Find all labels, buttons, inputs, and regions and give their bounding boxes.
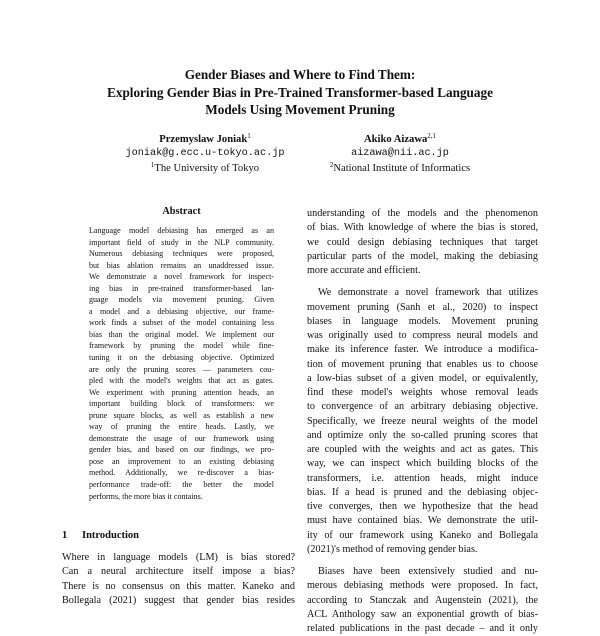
text-line: to convergence of an arbitrary debiasing objective. <box>307 401 538 413</box>
text-line: make its inference faster. We introduce a modifica- <box>307 344 538 356</box>
author-block-2 <box>290 133 510 176</box>
text-line: ACL Anthology saw an exponential growth of bias- <box>307 608 538 620</box>
abstract <box>89 205 274 502</box>
text-line: ing bias in pre-trained transformer-based lan- <box>89 283 274 293</box>
author-email: aizawa@nii.ac.jp <box>351 148 449 160</box>
text-line: particular parts of the model, making the debiasing <box>307 250 538 262</box>
text-line: movement pruning (Sanh et al., 2020) to inspect <box>307 301 538 313</box>
author-email: joniak@g.ecc.u-tokyo.ac.jp <box>125 148 285 160</box>
text-line: We demonstrate a novel framework that utilizes <box>318 287 538 299</box>
affiliation-superscript: 1 <box>150 160 155 169</box>
text-line: biases in language models. Movement pruning <box>307 315 538 327</box>
text-line: pose an improvement to an existing debiasing <box>89 456 274 466</box>
text-line: Biases have been extensively studied and nu- <box>318 566 538 577</box>
text-line: framework by pruning the model while fine- <box>89 341 274 351</box>
text-line: find these model's weights whose removal leads <box>307 387 538 398</box>
text-line: bias. If a head is pruned and the debiasing objec- <box>307 486 538 498</box>
text-line: gender bias, and based on our findings, we pro- <box>89 445 274 455</box>
affiliation-superscript: 2 <box>329 160 334 169</box>
text-line: performance trade-off: the better the model <box>89 480 274 490</box>
abstract-body <box>89 225 274 502</box>
text-line: according to Stanczak and Augenstein (2021), the <box>307 594 538 606</box>
text-line: bias than the original model. We implement our <box>89 329 274 339</box>
text-line: and optimize only the so-called pruning scores that <box>307 429 538 441</box>
text-line: (2021)'s method of removing gender bias. <box>307 543 478 555</box>
author-block-1 <box>95 133 315 176</box>
text-line: Numerous debiasing techniques were proposed, <box>89 249 274 259</box>
text-line: We experiment with pruning attention heads, an <box>89 387 274 397</box>
author-name: Akiko Aizawa <box>363 134 428 145</box>
text-line: related publications in the past decade – and it only <box>307 623 538 634</box>
text-line: guage models via movement pruning. Given <box>89 295 274 305</box>
text-line: understanding of the models and the phenomenon <box>307 208 538 219</box>
text-line: performs, the more bias it contains. <box>89 491 203 501</box>
text-line: must have contained bias. We demonstrate the util- <box>307 515 538 527</box>
text-line: tion of movement pruning that enables us to choose <box>307 358 538 370</box>
text-line: prune square blocks, as well as establish a new <box>89 410 274 420</box>
text-line: tuning it on the debiasing objective. Optimized <box>89 353 274 363</box>
text-line: Where in language models (LM) is bias stored? <box>62 552 295 563</box>
author-name: Przemyslaw Joniak <box>159 134 248 145</box>
abstract-heading: Abstract <box>162 206 201 217</box>
text-line: Language model debiasing has emerged as an <box>89 226 274 235</box>
text-line: work finds a subset of the model containing less <box>89 318 274 328</box>
text-line: demonstrate the usage of our framework using <box>89 433 274 443</box>
text-line: tive converges, then we hypothesize that the head <box>307 501 538 512</box>
text-line: way of pruning the entire heads. Lastly, we <box>89 422 274 432</box>
text-line: more accurate and efficient. <box>307 265 421 276</box>
text-line: transformers, i.e. attention heads, might induce <box>307 472 538 484</box>
text-line: was originally used to compress neural models and <box>307 330 538 341</box>
affiliation-text: The University of Tokyo <box>154 162 260 174</box>
text-line: of bias. With knowledge of where the bias is stored, <box>307 222 538 234</box>
paper-title <box>60 66 540 119</box>
author-superscript: 1 <box>247 132 251 140</box>
author-superscript: 2,1 <box>427 132 437 140</box>
text-line: important building block of transformers: we <box>89 399 274 409</box>
text-line: important field of study in the NLP community. <box>89 237 274 247</box>
text-line: a model and a debiasing objective, our frame- <box>89 306 274 316</box>
text-line: way, we can inspect which building blocks of the <box>307 458 538 470</box>
title-line: Exploring Gender Bias in Pre-Trained Transformer-based Language <box>107 84 493 100</box>
section-number: 1 <box>62 530 68 541</box>
text-line: we could design debiasing techniques that target <box>307 236 538 248</box>
affiliation-text: National Institute of Informatics <box>333 162 471 174</box>
text-line: Can a neural architecture itself impose a bias? <box>62 566 295 578</box>
text-line: We demonstrate a novel framework for inspect- <box>89 272 274 282</box>
title-line: Gender Biases and Where to Find Them: <box>184 67 416 82</box>
introduction-body <box>62 551 295 608</box>
text-line: merous debiasing methods were proposed. In fact, <box>307 580 538 592</box>
right-column-body <box>307 207 538 636</box>
text-line: method. Additionally, we re-discover a bias- <box>89 468 274 478</box>
author-affiliation <box>290 162 510 176</box>
text-line: a low-bias subset of a given model, or equivalently, <box>307 372 538 384</box>
text-line: pled with the model's weights that act as gates. <box>89 376 274 386</box>
section-title: Introduction <box>82 530 139 541</box>
text-line: are coupled with the weights and act as gates. This <box>307 444 538 455</box>
title-line: Models Using Movement Pruning <box>205 102 395 117</box>
section-heading-introduction <box>62 530 139 541</box>
text-line: There is no consensus on this matter. Kaneko and <box>62 580 295 592</box>
author-affiliation <box>95 162 315 176</box>
text-line: ity of our framework using Kaneko and Bollegala <box>307 529 538 541</box>
text-line: but bias ablation remains an unaddressed issue. <box>89 260 274 270</box>
text-line: are only the pruning scores — parameters cou- <box>89 364 274 374</box>
text-line: Specifically, we freeze neural weights of the model <box>307 415 538 427</box>
text-line: Bollegala (2021) suggest that gender bias resides <box>62 594 295 606</box>
